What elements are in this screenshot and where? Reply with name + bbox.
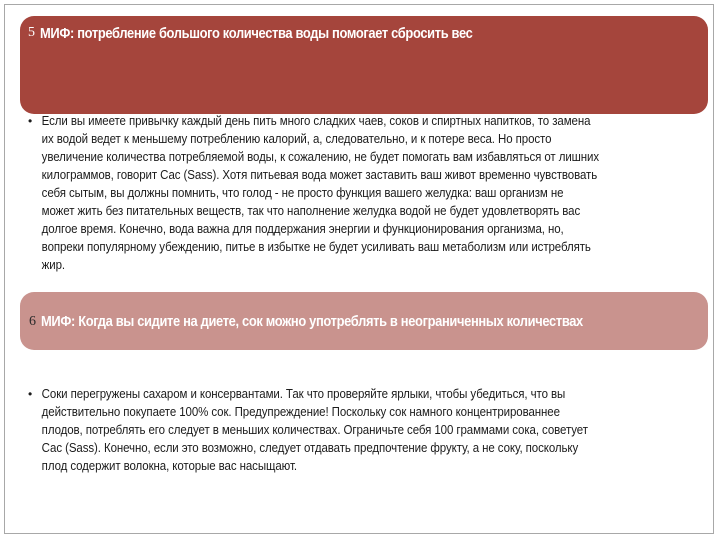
- text-line: жир.: [41, 258, 66, 272]
- bullet-icon: •: [28, 114, 33, 128]
- text-line: может жить без питательных веществ, так что наполнение желудка водой не будет удовлетворять вас: [41, 204, 581, 218]
- text-line: увеличение количества потребляемой воды, к сожалению, не будет помогать вам избавляться от лишних: [41, 150, 600, 164]
- myth-5-body: [28, 112, 700, 274]
- myth-5-number: 5: [28, 25, 35, 40]
- myth-6-number: 6: [29, 314, 36, 329]
- text-line: плод содержит волокна, которые вас насыщают.: [41, 459, 297, 473]
- text-line: долгое время. Конечно, вода важна для поддержания энергии и функционирования организма, но,: [41, 222, 564, 236]
- myth-5-title: МИФ: потребление большого количества воды помогает сбросить вес: [40, 25, 473, 42]
- myth-6-text: [38, 385, 693, 475]
- myth-6-body: [28, 385, 700, 475]
- text-line: вопреки популярному убеждению, питье в избытке не будет усиливать ваш метаболизм или истреблять: [41, 240, 591, 254]
- text-line: Сас (Sass). Конечно, если это возможно, следует отдавать предпочтение фрукту, а не соку, поскольку: [41, 441, 579, 455]
- text-line: себя сытым, вы должны помнить, что голод - не просто функция вашего желудка: ваш организм не: [41, 186, 564, 200]
- myth-5-text: [38, 112, 693, 274]
- text-line: килограммов, говорит Сас (Sass). Хотя питьевая вода может заставить ваш живот временно чувствовать: [41, 168, 598, 182]
- text-line: плодов, потреблять его следует в меньших количествах. Ограничьте себя 100 граммами сока, советует: [41, 423, 588, 437]
- myth-6-title: МИФ: Когда вы сидите на диете, сок можно употреблять в неограниченных количествах: [41, 313, 583, 330]
- text-line: их водой ведет к меньшему потреблению калорий, а, следовательно, и к потере веса. Но просто: [41, 132, 552, 146]
- text-line: Если вы имеете привычку каждый день пить много сладких чаев, соков и спиртных напитков, то замена: [41, 114, 591, 128]
- text-line: действительно покупаете 100% сок. Предупреждение! Поскольку сок намного концентрированнее: [41, 405, 560, 419]
- text-line: Соки перегружены сахаром и консервантами. Так что проверяйте ярлыки, чтобы убедиться, что вы: [41, 387, 566, 401]
- myth-5-header: [20, 16, 708, 114]
- bullet-icon: •: [28, 387, 33, 401]
- myth-6-header: [20, 292, 708, 350]
